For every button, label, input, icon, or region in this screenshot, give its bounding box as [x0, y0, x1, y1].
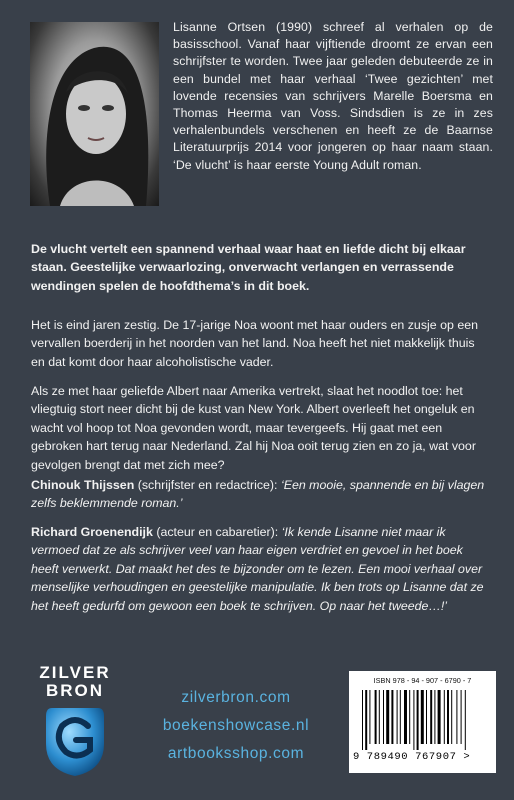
isbn-text: ISBN 978 - 94 - 907 - 6790 - 7	[373, 676, 472, 685]
barcode-digits: 9 789490 767907 >	[353, 751, 471, 763]
review-text: ‘Een mooie, spannende en bij vlagen zelfs beklemmende roman.’	[31, 478, 485, 511]
url-link[interactable]: zilverbron.com	[181, 689, 291, 706]
author-bio: Lisanne Ortsen (1990) schreef al verhalen op de basisschool. Vanaf haar vijftiende droomt ze ervan een schrijfster te worden. Twee jaar geleden debuteerde ze in een bundel met haar verhaal ‘Twee gezichten’ met lovende recensies van schrijvers Marelle Boersma en Thomas Heerma van Voss. Sindsdien is ze in zes verhalenbundels verschenen en heeft ze de Baarnse Literatuurprijs 2014 voor jongeren op haar naam staan. ‘De vlucht’ is haar eerste Young Adult roman.	[173, 20, 493, 172]
review-text: ‘Ik kende Lisanne niet maar ik vermoed dat ze als schrijver veel van haar eigen verdriet en gevoel in het boek heeft verwerkt. Dat maakt het des te bijzonder om te lezen. Een mooi verhaal over menselijke verhoudingen en geestelijke manipulatie. Ik ben trots op Lisanne dat ze het heeft gedurfd om gewoon een boek te schrijven. Op naar het tweede…!’	[31, 525, 484, 613]
review-quote-2	[31, 523, 491, 615]
author-photo	[30, 22, 159, 206]
barcode-label	[349, 671, 496, 773]
publisher-emblem-icon	[44, 704, 106, 778]
publisher-logo	[30, 664, 120, 784]
reviewer-name: Richard Groenendijk	[31, 525, 153, 539]
reviewer-role: (acteur en cabaretier):	[152, 525, 282, 539]
url-link[interactable]: artbooksshop.com	[167, 745, 305, 762]
reviewer-name: Chinouk Thijssen	[31, 478, 135, 492]
publisher-urls	[140, 684, 332, 768]
reviewer-role: (schrijfster en redactrice):	[134, 478, 281, 492]
synopsis-paragraph-1: Het is eind jaren zestig. De 17-jarige Noa woont met haar ouders en zusje op een vervallen boerderij in het noorden van het land. Noa heeft het niet makkelijk thuis en dat komt door haar alcoholistische vader.	[31, 318, 479, 369]
synopsis-paragraph-2: Als ze met haar geliefde Albert naar Amerika vertrekt, slaat het noodlot toe: het vliegtuig stort neer dicht bij de kust van New York. Albert overleeft het ongeluk en wacht vol hoop tot Noa gevonden wordt, maar tevergeefs. Hij gaat met een gebroken hart terug naar Nederland. Zal hij Noa ooit terug zien en zo ja, wat voor gevolgen brengt dat met zich mee?	[31, 384, 476, 472]
logo-text-line-2: BRON	[45, 681, 105, 700]
url-link[interactable]: boekenshowcase.nl	[162, 717, 310, 734]
book-blurb: De vlucht vertelt een spannend verhaal waar haat en liefde dicht bij elkaar staan. Geestelijke verwaarlozing, onverwacht verlangen en verrassende wendingen spelen de hoofdthema’s in dit boek.	[31, 242, 466, 293]
barcode-icon	[362, 690, 484, 750]
review-quote-1	[31, 476, 491, 513]
logo-text-line-1: ZILVER	[39, 663, 111, 682]
